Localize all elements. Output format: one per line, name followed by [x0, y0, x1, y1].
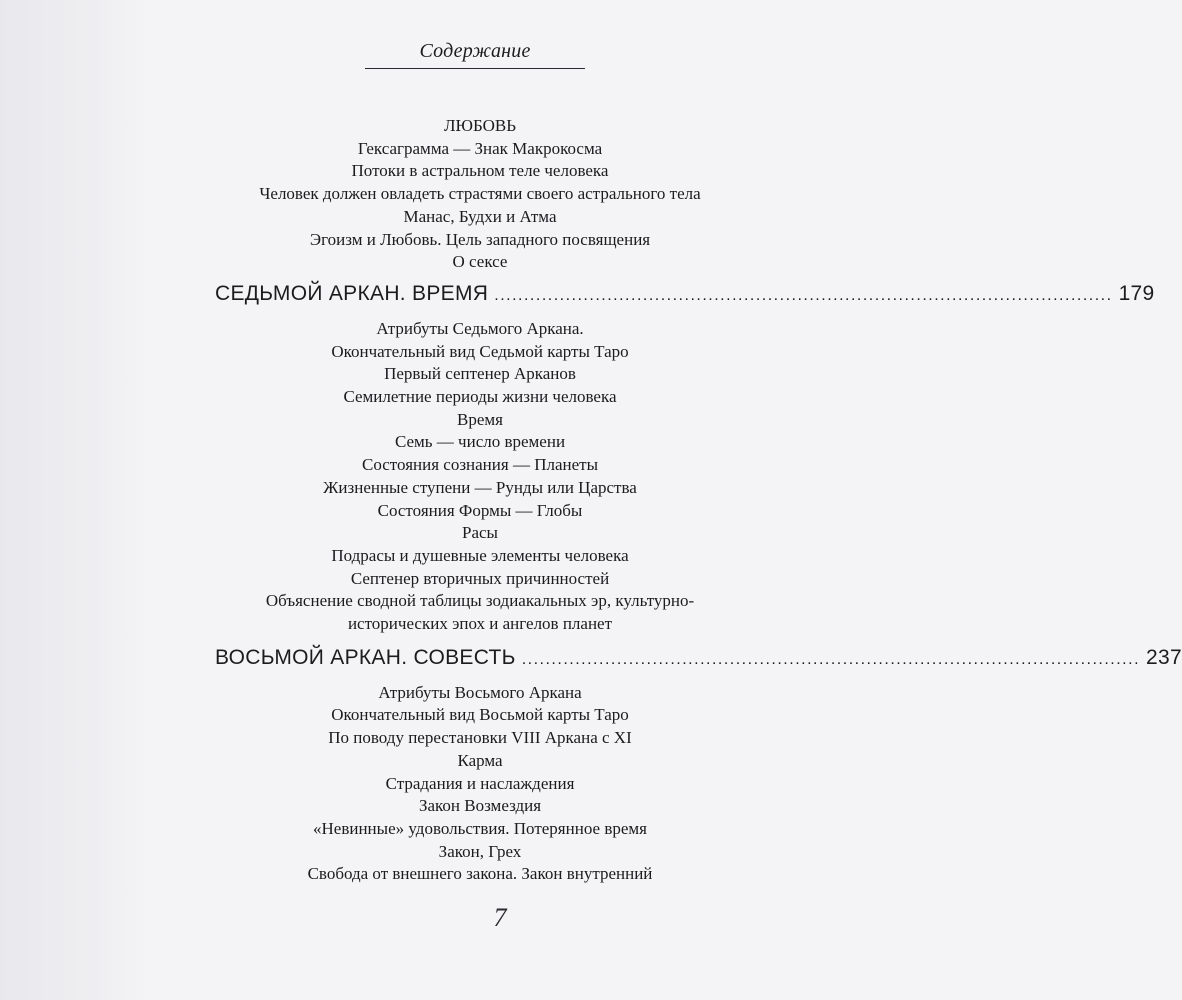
section-page-number: 237: [1146, 645, 1182, 669]
toc-entry: Первый септенер Арканов: [384, 364, 576, 384]
toc-entry: Подрасы и душевные элементы человека: [331, 545, 629, 565]
header-title: Содержание: [419, 40, 531, 62]
toc-entry: Закон Возмездия: [418, 796, 542, 816]
section-title: СЕДЬМОЙ АРКАН. ВРЕМЯ: [215, 281, 489, 305]
section-title: ВОСЬМОЙ АРКАН. СОВЕСТЬ: [215, 645, 516, 669]
toc-entry: Атрибуты Восьмого Аркана: [378, 682, 582, 702]
toc-entry: По поводу перестановки VIII Аркана с XI: [328, 728, 632, 748]
toc-entry: Септенер вторичных причинностей: [350, 568, 610, 588]
toc-entry: исторических эпох и ангелов планет: [347, 614, 613, 634]
page-gutter-shadow: [0, 0, 150, 1000]
section-heading-eighth-arcanum: [215, 645, 1182, 670]
toc-entry: Окончательный вид Восьмой карты Таро: [331, 705, 629, 725]
toc-entry: Закон, Грех: [438, 841, 522, 861]
toc-entry: Расы: [462, 523, 498, 543]
toc-entry: Человек должен овладеть страстями своего астрального тела: [259, 184, 701, 204]
toc-entry: Карма: [457, 750, 503, 770]
leader-dots: ........................................................................................................: [494, 286, 1113, 304]
page-number: 7: [493, 903, 507, 932]
toc-entry: Состояния сознания — Планеты: [362, 455, 598, 475]
toc-entry: Жизненные ступени — Рунды или Царства: [323, 477, 637, 497]
toc-entry: Гексаграмма — Знак Макрокосма: [357, 138, 603, 158]
toc-entry: Эгоизм и Любовь. Цель западного посвящения: [309, 229, 651, 249]
toc-entry: Страдания и наслаждения: [385, 773, 575, 793]
section-item-list: [215, 682, 745, 886]
table-of-contents: [215, 115, 1182, 886]
toc-entry: Состояния Формы — Глобы: [377, 500, 583, 520]
toc-entry: Время: [457, 409, 503, 429]
toc-entry: Потоки в астральном теле человека: [351, 161, 609, 181]
section-page-number: 179: [1118, 281, 1155, 305]
toc-entry: Свобода от внешнего закона. Закон внутренний: [307, 864, 653, 884]
section-heading-seventh-arcanum: [215, 281, 1155, 306]
toc-entry: ЛЮБОВЬ: [443, 116, 517, 135]
toc-entry: «Невинные» удовольствия. Потерянное время: [313, 818, 647, 838]
toc-entry: Манас, Будхи и Атма: [403, 206, 557, 226]
toc-entry: Семилетние периоды жизни человека: [343, 387, 617, 407]
toc-entry: Объяснение сводной таблицы зодиакальных эр, культурно-: [265, 591, 695, 611]
section-item-list: [215, 318, 745, 636]
intro-item-list: [215, 115, 745, 274]
toc-entry: Семь — число времени: [394, 432, 566, 452]
toc-entry: О сексе: [452, 252, 508, 272]
toc-entry: Окончательный вид Седьмой карты Таро: [331, 341, 629, 361]
leader-dots: ........................................................................................................: [521, 650, 1141, 668]
toc-entry: Атрибуты Седьмого Аркана.: [376, 318, 584, 338]
running-header: [365, 36, 585, 69]
